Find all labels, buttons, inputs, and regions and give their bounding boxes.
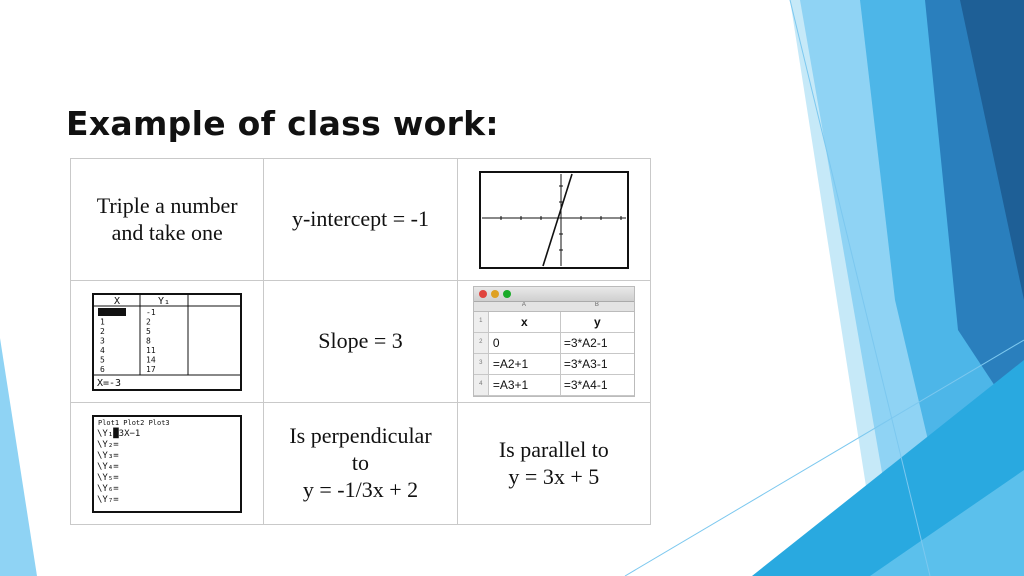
- editor-line: \Y₇=: [97, 494, 119, 505]
- editor-line: \Y₂=: [97, 439, 119, 450]
- verbal-rule-line-2: and take one: [111, 219, 223, 245]
- calc-x-value: 0: [100, 307, 105, 317]
- perpendicular-line-3: y = -1/3x + 2: [302, 476, 419, 502]
- calc-y-value: 8: [146, 336, 151, 345]
- calc-x-value: 1: [100, 317, 105, 326]
- calculator-y-editor-screen: [92, 415, 242, 513]
- calc-col-y-header: Y₁: [158, 295, 171, 307]
- minimize-window-icon[interactable]: [491, 290, 499, 298]
- cell-b2[interactable]: =3*A2-1: [563, 335, 608, 350]
- graph-screen: [479, 171, 629, 269]
- y-intercept-text: y-intercept = -1: [291, 206, 429, 232]
- verbal-rule-text: [97, 193, 238, 247]
- sheet-row: [474, 354, 634, 375]
- calc-footer: X=-3: [97, 377, 122, 389]
- parallel-line-1: Is parallel to: [498, 436, 609, 462]
- table-row: [71, 159, 651, 281]
- column-header-row: [474, 302, 634, 312]
- cell-perpendicular: [264, 403, 457, 525]
- calc-x-values: [100, 308, 105, 374]
- calc-y-value: 14: [146, 355, 156, 364]
- calc-x-value: 2: [100, 326, 105, 336]
- close-window-icon[interactable]: [479, 290, 487, 298]
- row-number: 2: [474, 333, 489, 353]
- cell-graph: [457, 159, 650, 281]
- editor-line: \Y₁█3X−1: [97, 428, 141, 439]
- editor-line: \Y₄=: [97, 461, 119, 472]
- column-header-b[interactable]: B: [594, 302, 599, 308]
- editor-line: \Y₅=: [97, 472, 119, 483]
- calc-x-value: 5: [100, 355, 105, 364]
- deco-left-sliver: [0, 338, 37, 576]
- cell-a3[interactable]: =A2+1: [489, 354, 561, 374]
- calc-y-value: 2: [146, 317, 151, 326]
- cell-b4[interactable]: =3*A4-1: [563, 377, 608, 392]
- sheet-row: [474, 312, 634, 333]
- cell-b1[interactable]: y: [593, 314, 601, 329]
- calc-x-value: 4: [100, 345, 105, 355]
- spreadsheet: [473, 286, 635, 397]
- cell-y-intercept: [264, 159, 457, 281]
- plot-tabs: Plot1 Plot2 Plot3: [98, 418, 170, 427]
- calc-y-value: 17: [146, 364, 156, 374]
- calc-x-value: 3: [100, 336, 105, 345]
- window-title-bar: [474, 287, 634, 302]
- row-number: 4: [474, 375, 489, 395]
- calculator-table-screen: [92, 293, 242, 391]
- cell-b3[interactable]: =3*A3-1: [563, 356, 608, 371]
- verbal-rule-line-1: Triple a number: [96, 192, 238, 218]
- row-number: 3: [474, 354, 489, 374]
- calc-y-value: 11: [146, 345, 156, 355]
- cell-spreadsheet: [457, 281, 650, 403]
- editor-line: \Y₆=: [97, 483, 119, 494]
- zoom-window-icon[interactable]: [503, 290, 511, 298]
- sheet-row: [474, 375, 634, 396]
- calc-x-value: 6: [100, 364, 105, 374]
- calc-y-value: -1: [146, 307, 156, 317]
- column-header-a[interactable]: A: [521, 302, 526, 308]
- editor-line: \Y₃=: [97, 450, 119, 461]
- sheet-row: [474, 333, 634, 354]
- row-number: 1: [474, 312, 489, 332]
- cell-calc-table: [71, 281, 264, 403]
- table-row: [71, 281, 651, 403]
- cell-a1[interactable]: x: [489, 312, 561, 332]
- calc-y-value: 5: [146, 326, 151, 336]
- cell-parallel: [457, 403, 650, 525]
- class-work-table: [70, 158, 651, 525]
- parallel-line-2: y = 3x + 5: [508, 463, 600, 489]
- parallel-text: [499, 437, 609, 491]
- cell-calc-editor: [71, 403, 264, 525]
- perpendicular-text: [289, 423, 431, 503]
- perpendicular-line-1: Is perpendicular: [289, 423, 432, 449]
- cell-a4[interactable]: =A3+1: [489, 375, 561, 395]
- calc-col-x-header: X: [114, 295, 121, 307]
- cell-verbal-rule: [71, 159, 264, 281]
- cell-slope: [264, 281, 457, 403]
- perpendicular-line-2: to: [351, 450, 370, 476]
- table-row: [71, 403, 651, 525]
- slide-title: Example of class work:: [66, 104, 499, 143]
- slope-text: Slope = 3: [318, 328, 403, 354]
- cell-a2[interactable]: 0: [489, 333, 561, 353]
